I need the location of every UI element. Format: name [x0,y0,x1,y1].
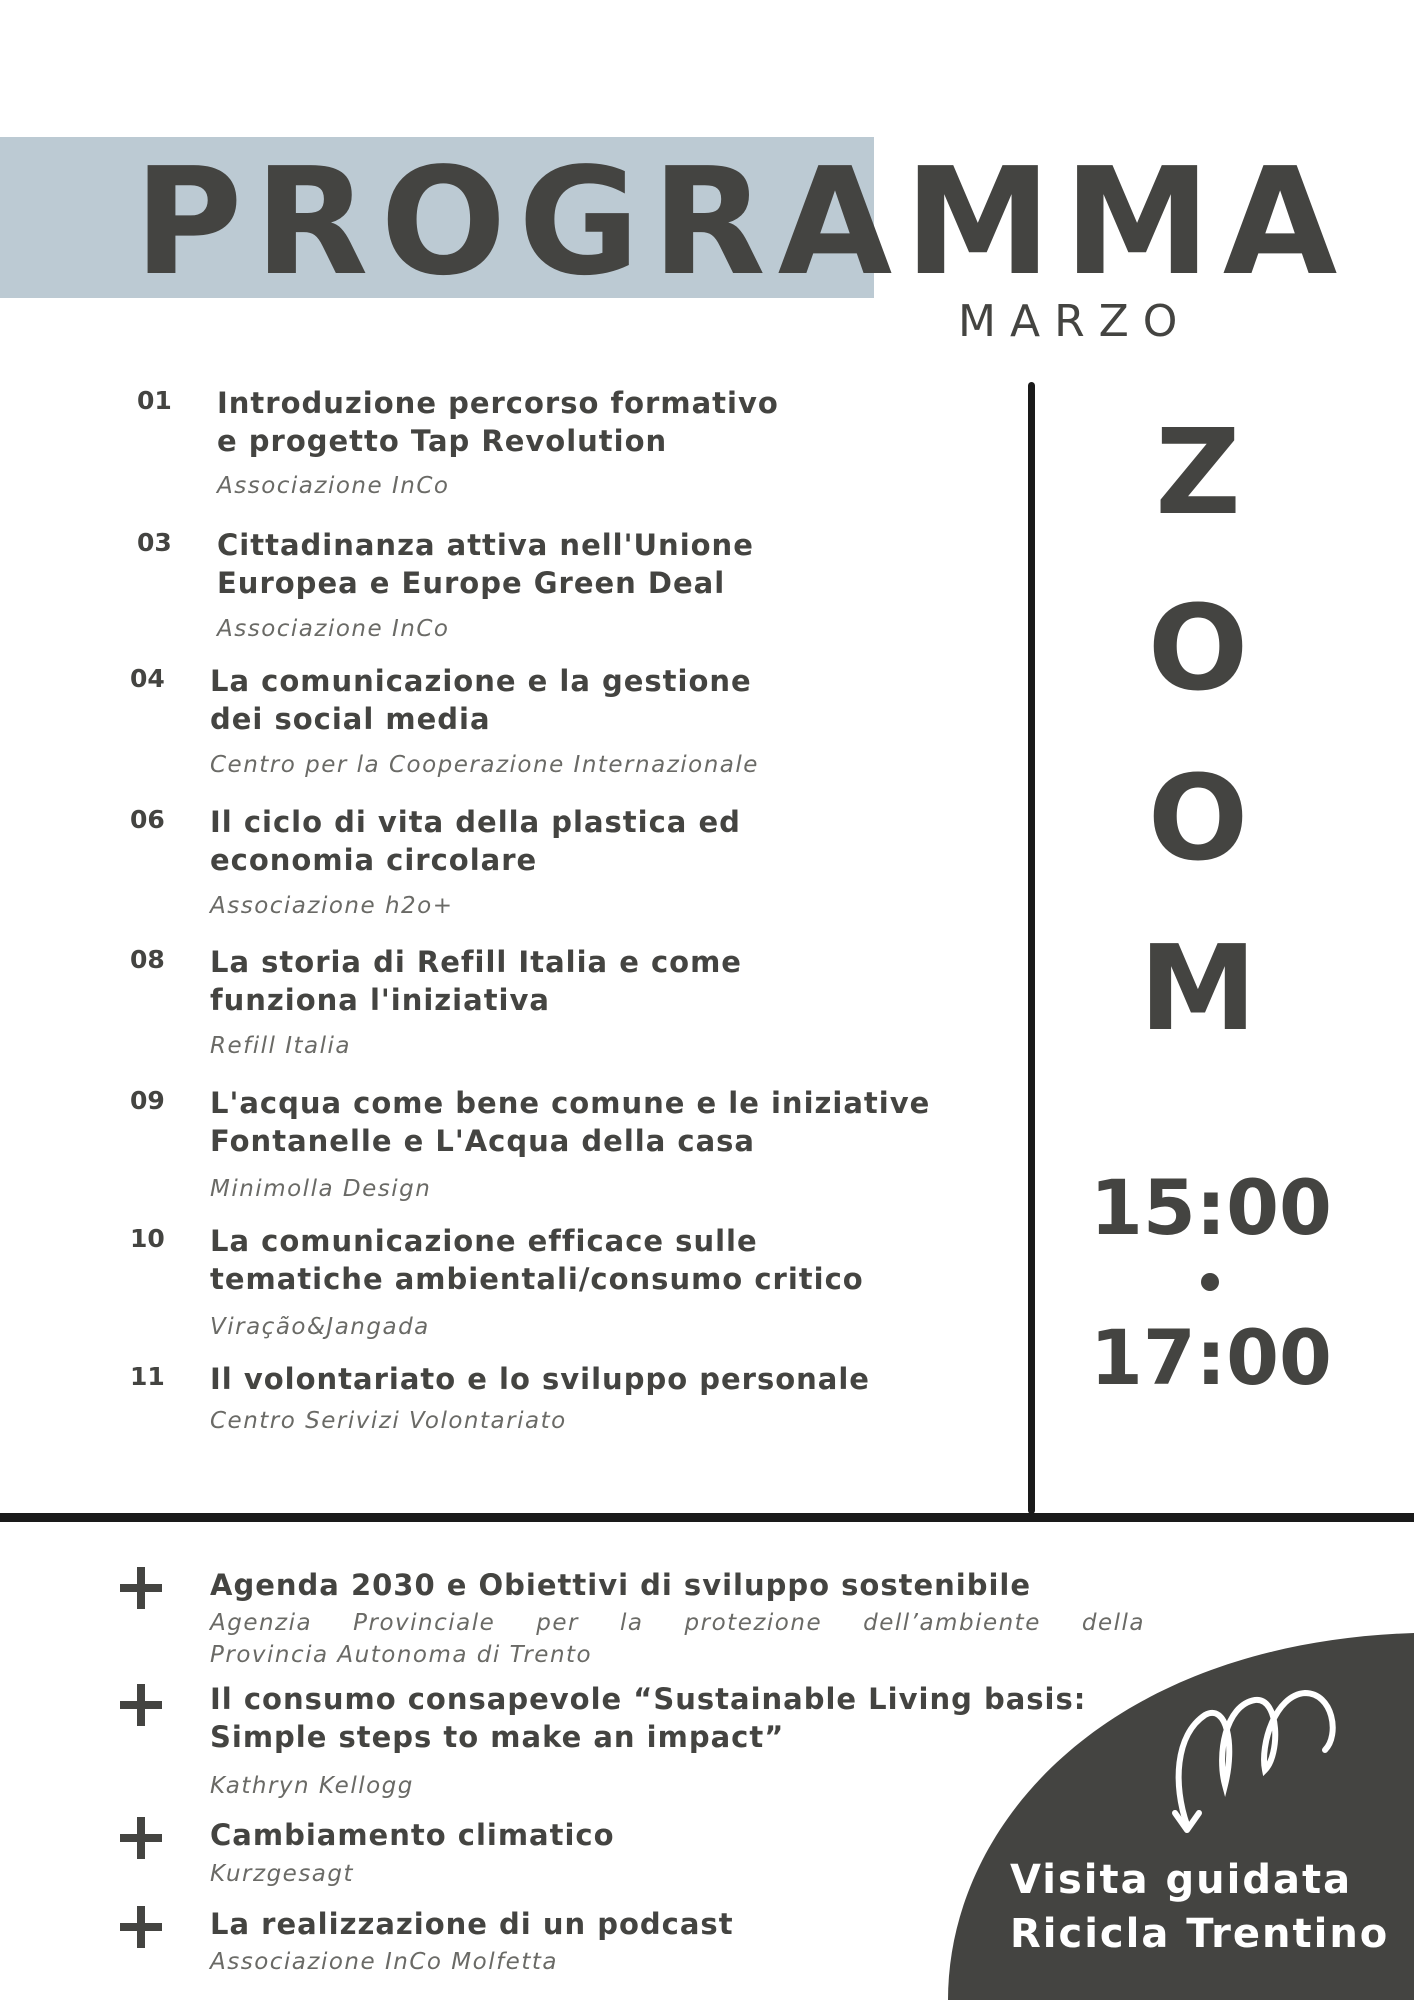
time-separator-dot [1201,1273,1219,1291]
session-title-line1: La comunicazione efficace sulle [210,1224,758,1258]
session-organizer: Associazione InCo [217,473,450,499]
session-title-line1: Cittadinanza attiva nell'Unione [217,528,754,562]
extra-title-line1: La realizzazione di un podcast [210,1907,734,1941]
session-title-line1: La comunicazione e la gestione [210,664,752,698]
session-title-line2: economia circolare [210,843,538,877]
session-organizer: Associazione h2o+ [210,893,454,919]
curly-arrow-icon [1165,1675,1385,1835]
visit-callout [1010,1853,1389,1961]
zoom-letter-m: M [1139,919,1257,1057]
extra-title-line1: Cambiamento climatico [210,1818,615,1852]
extra-organizer-line1: Agenzia Provinciale per la protezione dell’ambiente della [210,1610,1145,1636]
extra-organizer-line2: Provincia Autonoma di Trento [210,1642,593,1668]
session-title-line2: funziona l'iniziativa [210,983,550,1017]
session-title-line2: tematiche ambientali/consumo critico [210,1262,864,1296]
session-title-line1: Il volontariato e lo sviluppo personale [210,1362,870,1396]
zoom-letter-z: Z [1155,403,1241,541]
session-date: 04 [130,664,165,693]
extra-title-line1: Il consumo consapevole “Sustainable Living basis: [210,1682,1087,1716]
extra-organizer: Kathryn Kellogg [210,1773,414,1799]
session-date: 06 [130,805,165,834]
plus-icon [120,1817,162,1859]
visit-line2: Ricicla Trentino [1010,1911,1390,1957]
extra-organizer: Kurzgesagt [210,1861,355,1887]
session-organizer: Associazione InCo [217,616,450,642]
time-end: 17:00 [1090,1313,1332,1402]
session-title-line1: Il ciclo di vita della plastica ed [210,805,741,839]
horizontal-divider [0,1513,1414,1522]
month-subtitle: MARZO [958,296,1192,347]
vertical-divider [1028,382,1035,1514]
session-title-line1: Introduzione percorso formativo [217,386,779,420]
session-date: 09 [130,1086,165,1115]
plus-icon [120,1906,162,1948]
time-start: 15:00 [1090,1163,1332,1252]
session-organizer: Refill Italia [210,1033,351,1059]
session-date: 10 [130,1224,165,1253]
session-date: 11 [130,1362,165,1391]
session-date: 08 [130,945,165,974]
page-title: PROGRAMMA [134,136,1350,308]
session-date: 03 [137,528,172,557]
session-title-line1: La storia di Refill Italia e come [210,945,742,979]
visit-line1: Visita guidata [1010,1857,1353,1903]
session-organizer: Centro per la Cooperazione Internazionale [210,752,759,778]
session-organizer: Centro Serivizi Volontariato [210,1408,567,1434]
plus-icon [120,1684,162,1726]
session-title-line2: e progetto Tap Revolution [217,424,668,458]
session-organizer: Viração&Jangada [210,1314,430,1340]
zoom-letter-o1: O [1147,579,1249,717]
plus-icon [120,1567,162,1609]
session-date: 01 [137,386,172,415]
session-organizer: Minimolla Design [210,1176,432,1202]
session-title-line2: Europea e Europe Green Deal [217,566,726,600]
session-title-line2: Fontanelle e L'Acqua della casa [210,1124,755,1158]
extra-organizer: Associazione InCo Molfetta [210,1949,558,1975]
extra-title-line1: Agenda 2030 e Obiettivi di sviluppo sostenibile [210,1568,1032,1602]
session-title-line2: dei social media [210,702,491,736]
session-title-line1: L'acqua come bene comune e le iniziative [210,1086,931,1120]
zoom-letter-o2: O [1147,749,1249,887]
extra-title-line2: Simple steps to make an impact” [210,1720,785,1754]
